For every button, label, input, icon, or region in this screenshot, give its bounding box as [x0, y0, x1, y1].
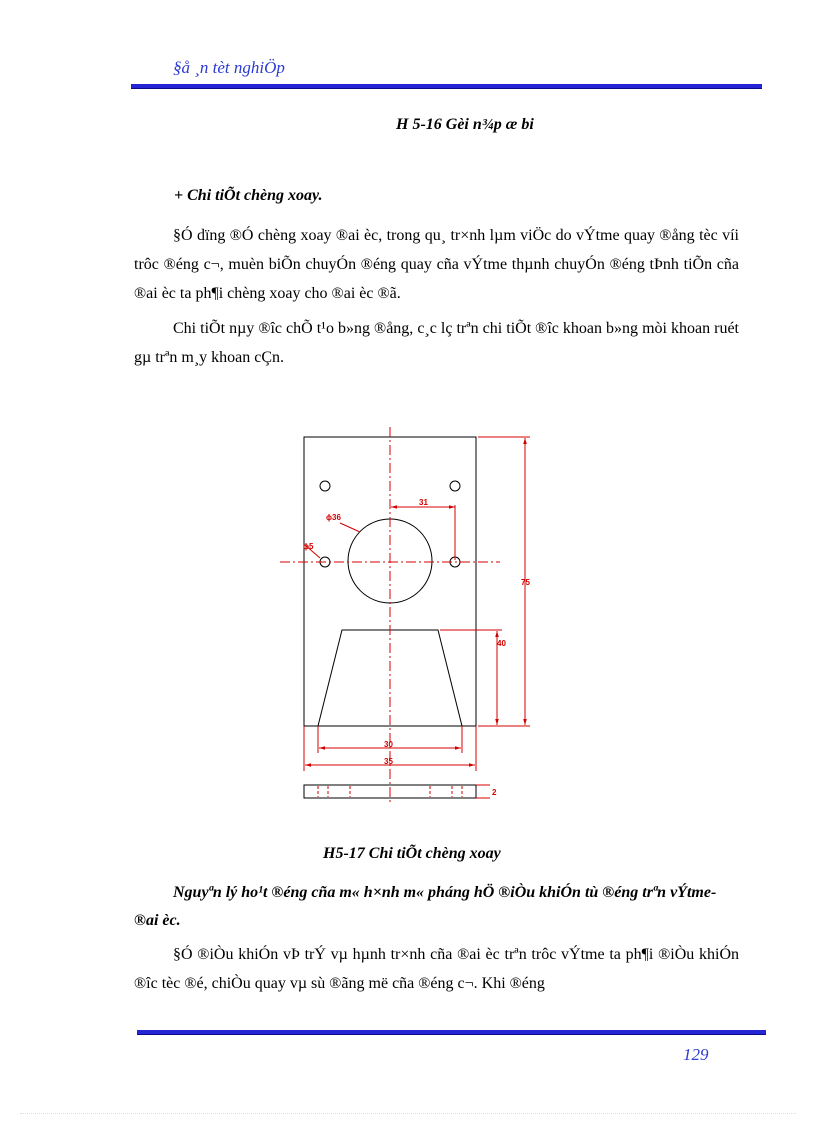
- dim-30: 30: [384, 740, 393, 749]
- technical-drawing: [270, 425, 540, 805]
- small-hole-top-left: [320, 481, 330, 491]
- page-bottom-dotline: [20, 1113, 796, 1114]
- figure-caption-top: H 5-16 Gèi n¾p æ bi: [396, 116, 534, 133]
- paragraph-1: §Ó dïng ®Ó chèng xoay ®ai èc, trong qu¸ tr×nh lµm viÖc do vÝtme quay ®ång tèc víi trôc ®éng c¬, muèn biÕn chuyÓn ®éng quay cña vÝtme thµnh chuyÓn ®éng tÞnh tiÕn cña ®ai èc ta ph¶i chèng xoay cho ®ai èc ®ã.: [134, 227, 739, 302]
- dim-35: 35: [384, 757, 393, 766]
- page-number: 129: [683, 1045, 709, 1064]
- subheading: Nguyªn lý ho¹t ®éng cña m« h×nh m« pháng hÖ ®iÒu khiÓn tù ®éng trªn vÝtme-®ai èc.: [134, 884, 717, 929]
- small-hole-top-right: [450, 481, 460, 491]
- header-rule: [131, 84, 762, 89]
- dim-phi36: ϕ36: [326, 513, 341, 522]
- paragraph-3: §Ó ®iÒu khiÓn vÞ trÝ vµ hµnh tr×nh cña ®ai èc trªn trôc vÝtme ta ph¶i ®iÒu khiÓn ®îc tèc ®é, chiÒu quay vµ sù ®ãng më cña ®éng c¬. Khi ®éng: [134, 946, 739, 992]
- paragraph-2: Chi tiÕt nµy ®îc chÕ t¹o b»ng ®ång, c¸c lç trªn chi tiÕt ®îc khoan b»ng mòi khoan ruét gµ trªn m¸y khoan cÇn.: [134, 320, 739, 366]
- section-heading: + Chi tiÕt chèng xoay.: [174, 187, 323, 204]
- dim-phi5: ϕ5: [303, 542, 314, 551]
- dim-40: 40: [497, 639, 506, 648]
- figure-caption-drawing: H5-17 Chi tiÕt chèng xoay: [323, 845, 501, 862]
- dim-2: 2: [492, 788, 497, 797]
- header-title: §å ¸n tèt nghiÖp: [173, 58, 285, 77]
- dim-75: 75: [521, 578, 530, 587]
- dim-31: 31: [419, 498, 428, 507]
- footer-rule: [137, 1030, 766, 1035]
